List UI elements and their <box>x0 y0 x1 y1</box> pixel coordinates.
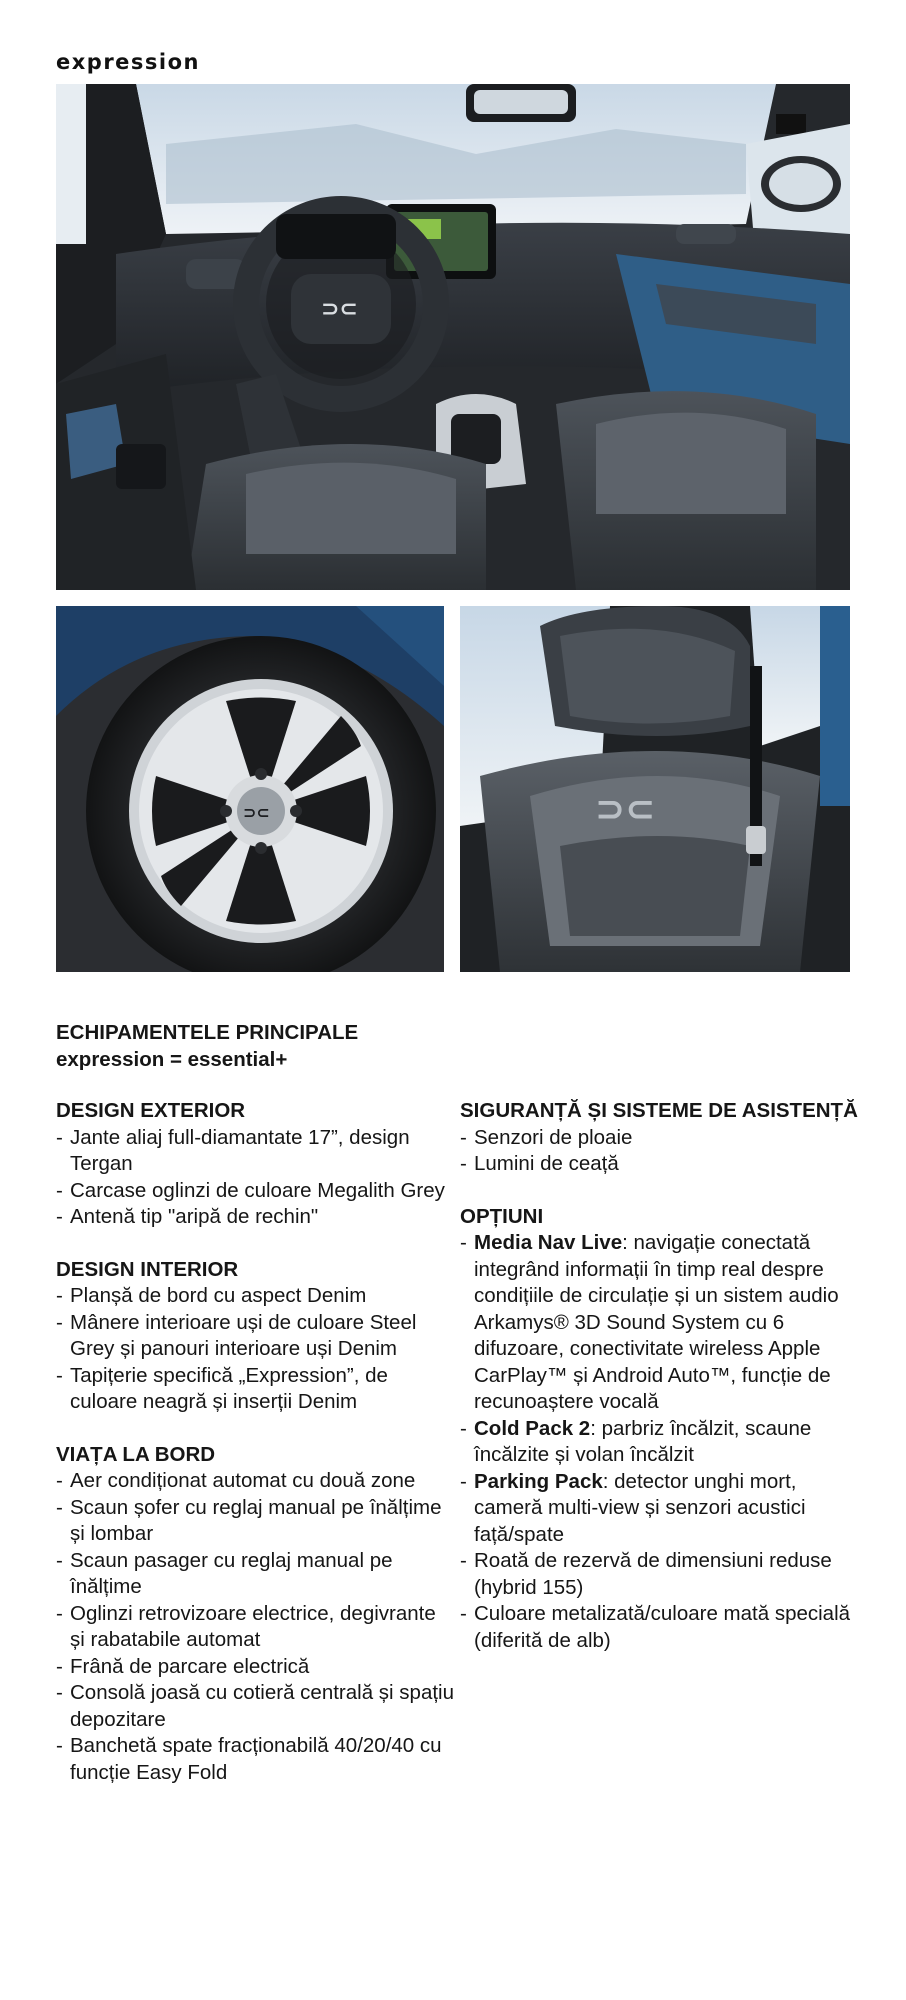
svg-text:⊃⊂: ⊃⊂ <box>595 789 656 830</box>
section-list <box>460 1125 860 1178</box>
main-title-line1: ECHIPAMENTELE PRINCIPALE <box>56 1021 359 1044</box>
list-item <box>460 1125 860 1152</box>
list-item-text: Culoare metalizată/culoare mată specială (diferită de alb) <box>474 1602 851 1652</box>
list-item-bold-label: Media Nav Live <box>474 1231 623 1254</box>
list-item: - Consolă joasă cu cotieră centrală și spațiu depozitare <box>56 1680 456 1733</box>
list-item: - Aer condiționat automat cu două zone <box>56 1468 456 1495</box>
section-left-2 <box>56 1442 456 1787</box>
list-item-bold-label: Cold Pack 2 <box>474 1416 591 1440</box>
list-item-bold-label: Parking Pack <box>474 1469 603 1493</box>
svg-text:⊃⊂: ⊃⊂ <box>243 803 270 822</box>
list-item <box>460 1548 860 1601</box>
section-heading: DESIGN EXTERIOR <box>56 1099 246 1122</box>
main-title <box>56 1020 358 1073</box>
list-item-text: Senzori de ploaie <box>474 1125 633 1149</box>
list-item: - Planșă de bord cu aspect Denim <box>56 1283 456 1310</box>
list-item <box>460 1230 860 1416</box>
right-column <box>460 1098 860 1680</box>
main-title-line2: expression = essential+ <box>56 1047 288 1071</box>
list-item: - Scaun pasager cu reglaj manual pe înălțime <box>56 1548 456 1601</box>
list-item <box>460 1601 860 1654</box>
list-item-text: : navigație conectată integrând informații în timp real despre condițiile de circulație și un sistem audio Arkamys® 3D Sound System cu 6 difuzoare, conectivitate wireless Apple CarPlay™ și Android Auto™, funcție de recunoaștere vocală <box>474 1231 839 1413</box>
list-item <box>460 1416 860 1469</box>
list-item: - Mânere interioare uși de culoare Steel Grey și panouri interioare uși Denim <box>56 1310 456 1363</box>
section-right-1 <box>460 1204 860 1655</box>
list-item <box>460 1469 860 1549</box>
section-list <box>56 1125 456 1231</box>
section-heading: SIGURANȚĂ ȘI SISTEME DE ASISTENȚĂ <box>460 1099 858 1122</box>
list-item: - Oglinzi retrovizoare electrice, degivrante și rabatabile automat <box>56 1601 456 1654</box>
svg-text:⊃⊂: ⊃⊂ <box>321 297 358 322</box>
list-item: - Frână de parcare electrică <box>56 1654 456 1681</box>
list-item: - Carcase oglinzi de culoare Megalith Grey <box>56 1178 456 1205</box>
front-seat-photo <box>460 606 850 972</box>
list-item-text: : detector unghi mort, cameră multi-view și senzori acustici față/spate <box>474 1469 806 1546</box>
section-list <box>56 1468 456 1786</box>
list-item: - Jante aliaj full-diamantate 17”, design Tergan <box>56 1125 456 1178</box>
section-heading: VIAȚA LA BORD <box>56 1442 216 1466</box>
section-heading: DESIGN INTERIOR <box>56 1257 239 1281</box>
list-item: - Tapițerie specifică „Expression”, de culoare neagră și inserții Denim <box>56 1363 456 1416</box>
list-item <box>460 1151 860 1178</box>
list-item-text: : parbriz încălzit, scaune încălzite și volan încălzit <box>474 1416 812 1466</box>
alloy-wheel-photo <box>56 606 444 972</box>
section-right-0 <box>460 1098 860 1178</box>
brand-title: expression <box>56 50 200 74</box>
list-item-text: Lumini de ceață <box>474 1152 619 1175</box>
section-list <box>460 1230 860 1654</box>
list-item: - Antenă tip "aripă de rechin" <box>56 1204 456 1231</box>
list-item: - Scaun șofer cu reglaj manual pe înălțime și lombar <box>56 1495 456 1548</box>
list-item-text: Roată de rezervă de dimensiuni reduse (hybrid 155) <box>474 1549 832 1599</box>
section-heading: OPȚIUNI <box>460 1204 544 1228</box>
list-item: - Banchetă spate fracționabilă 40/20/40 cu funcție Easy Fold <box>56 1733 456 1786</box>
section-list <box>56 1283 456 1416</box>
left-column <box>56 1098 456 1812</box>
section-left-1 <box>56 1257 456 1416</box>
section-left-0 <box>56 1098 456 1231</box>
dashboard-interior-photo <box>56 84 850 590</box>
